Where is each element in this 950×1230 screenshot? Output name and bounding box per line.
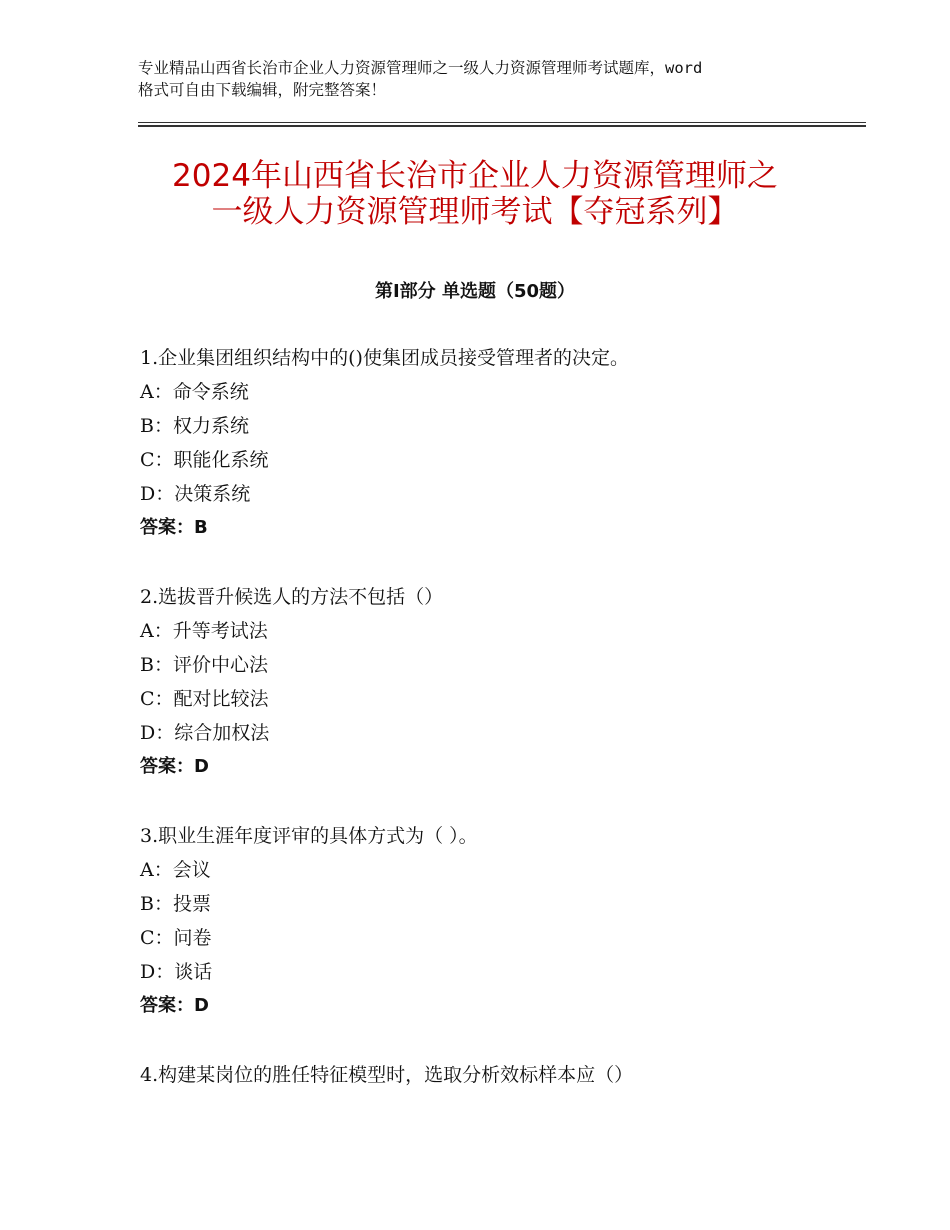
header-note-line: 格式可自由下载编辑，附完整答案！ <box>138 81 387 99</box>
header-divider <box>138 122 866 123</box>
option-b: B：评价中心法 <box>140 654 268 676</box>
answer: 答案：B <box>140 517 208 538</box>
document-title <box>0 158 950 230</box>
header-note <box>138 57 838 101</box>
question-2 <box>140 580 860 784</box>
header-divider <box>138 125 866 127</box>
answer: 答案：D <box>140 756 209 777</box>
option-b: B：投票 <box>140 893 211 915</box>
title-line: 2024年山西省长治市企业人力资源管理师之 <box>172 158 778 194</box>
question-stem: 3.职业生涯年度评审的具体方式为（ ）。 <box>140 825 478 847</box>
answer: 答案：D <box>140 995 209 1016</box>
question-stem: 4.构建某岗位的胜任特征模型时，选取分析效标样本应（） <box>140 1064 634 1086</box>
question-stem: 1.企业集团组织结构中的()使集团成员接受管理者的决定。 <box>140 347 629 369</box>
section-title: 第Ⅰ部分 单选题（50题） <box>374 281 575 302</box>
option-d: D：谈话 <box>140 961 213 983</box>
option-a: A：升等考试法 <box>140 620 268 642</box>
question-3 <box>140 819 860 1023</box>
title-line: 一级人力资源管理师考试【夺冠系列】 <box>211 194 739 230</box>
option-d: D：决策系统 <box>140 483 251 505</box>
option-c: C：配对比较法 <box>140 688 269 710</box>
option-c: C：问卷 <box>140 927 212 949</box>
question-4 <box>140 1058 860 1092</box>
option-d: D：综合加权法 <box>140 722 270 744</box>
question-stem: 2.选拔晋升候选人的方法不包括（） <box>140 586 444 608</box>
option-c: C：职能化系统 <box>140 449 269 471</box>
question-1 <box>140 341 860 545</box>
option-b: B：权力系统 <box>140 415 249 437</box>
header-note-line: 专业精品山西省长治市企业人力资源管理师之一级人力资源管理师考试题库，word <box>138 59 703 77</box>
option-a: A：命令系统 <box>140 381 249 403</box>
option-a: A：会议 <box>140 859 211 881</box>
